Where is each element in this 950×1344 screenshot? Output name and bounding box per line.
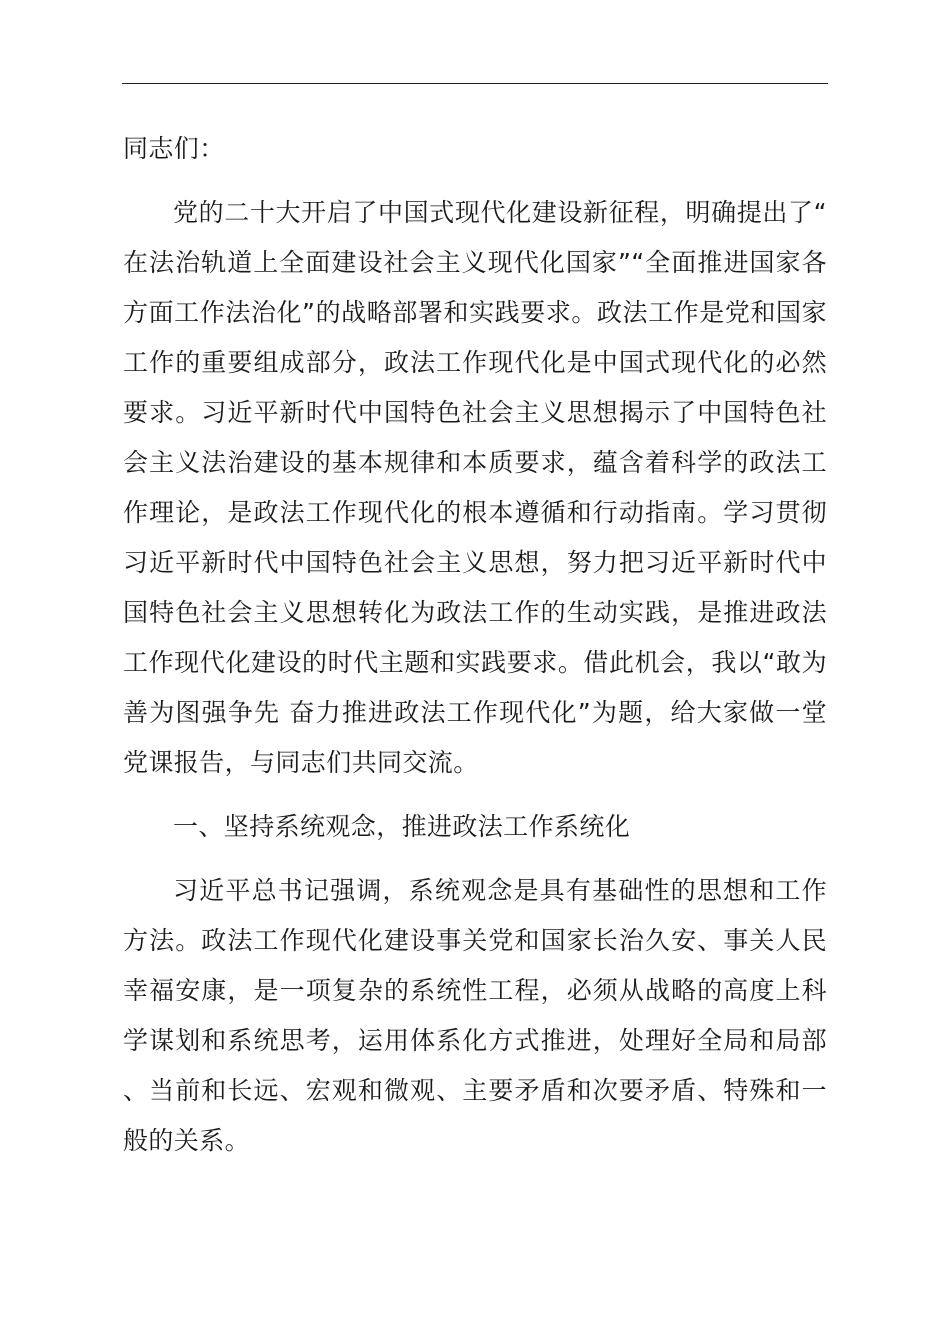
- paragraph-section-1: 习近平总书记强调，系统观念是具有基础性的思想和工作方法。政法工作现代化建设事关党和国家长治久安、事关人民幸福安康，是一项复杂的系统性工程，必须从战略的高度上科学谋划和系统思考，运用体系化方式推进，处理好全局和局部、当前和长远、宏观和微观、主要矛盾和次要矛盾、特殊和一般的关系。: [123, 876, 827, 1155]
- section-heading: 一、坚持系统观念，推进政法工作系统化: [173, 812, 631, 841]
- paragraph-intro: 党的二十大开启了中国式现代化建设新征程，明确提出了“在法治轨道上全面建设社会主义现代化国家”“全面推进国家各方面工作法治化”的战略部署和实践要求。政法工作是党和国家工作的重要组成部分，政法工作现代化是中国式现代化的必然要求。习近平新时代中国特色社会主义思想揭示了中国特色社会主义法治建设的基本规律和本质要求，蕴含着科学的政法工作理论，是政法工作现代化的根本遵循和行动指南。学习贯彻习近平新时代中国特色社会主义思想，努力把习近平新时代中国特色社会主义思想转化为政法工作的生动实践，是推进政法工作现代化建设的时代主题和实践要求。借此机会，我以“敢为善为图强争先 奋力推进政法工作现代化”为题，给大家做一堂党课报告，与同志们共同交流。: [123, 198, 827, 777]
- salutation: 同志们：: [123, 134, 225, 163]
- header-rule: [122, 83, 828, 84]
- document-body: [123, 124, 827, 1166]
